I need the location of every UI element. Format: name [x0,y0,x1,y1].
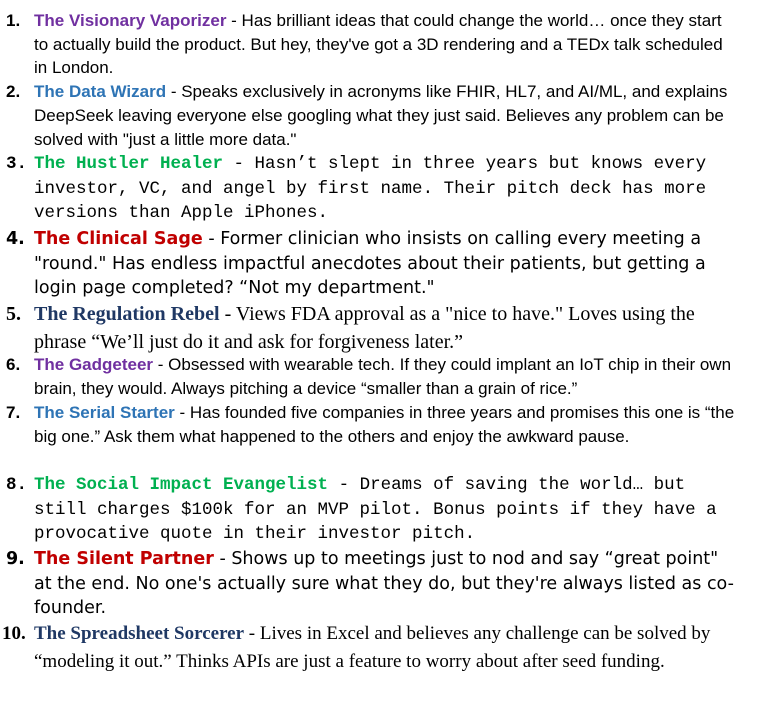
item-text [34,80,739,152]
item-number: 10. [2,623,26,644]
item-title: The Hustler Healer [34,154,224,174]
item-text [34,9,739,80]
item-number: 4. [6,229,25,249]
item-text [34,353,739,400]
item-text [34,473,739,547]
item-number: 3. [6,154,28,174]
item-title: The Spreadsheet Sorcerer [34,623,245,644]
item-number: 9. [6,549,25,569]
item-title: The Visionary Vaporizer [34,11,227,30]
item-number: 7. [6,403,21,422]
item-title: The Data Wizard [34,82,167,101]
item-text [34,227,739,301]
item-description: - Shows up to meetings just to nod and say “great point" at the end. No one's actually sure what they do, but they're always listed as co-founder. [34,549,734,618]
item-number: 5. [6,303,21,325]
item-title: The Regulation Rebel [34,303,220,325]
item-title: The Serial Starter [34,403,175,422]
item-description: - Hasn’t slept in three years but knows every investor, VC, and angel by first name. Their pitch deck has more versions than Apple iPhones. [34,154,707,223]
item-text [34,300,739,356]
item-description: - Lives in Excel and believes any challenge can be solved by “modeling it out.” Thinks APIs are just a feature to worry about after seed funding. [34,623,711,672]
item-number: 1. [6,11,21,30]
item-text [34,401,739,449]
item-number: 8. [6,475,28,495]
item-number: 6. [6,355,21,374]
item-description: - Dreams of saving the world… but still charges $100k for an MVP pilot. Bonus points if they have a provocative quote in their investor pitch. [34,475,717,544]
item-number: 2. [6,82,21,101]
item-text [34,152,739,226]
item-text [34,620,739,676]
item-title: The Gadgeteer [34,355,154,374]
item-title: The Social Impact Evangelist [34,475,329,495]
item-title: The Silent Partner [34,549,214,569]
item-title: The Clinical Sage [34,229,203,249]
item-description: - Has brilliant ideas that could change the world… once they start to actually build the product. But hey, they've got a 3D rendering and a TEDx talk scheduled in London. [34,11,723,77]
item-description: - Former clinician who insists on calling every meeting a "round." Has endless impactful anecdotes about their patients, but getting a login page completed? “Not my department." [34,229,706,298]
item-description: - Views FDA approval as a "nice to have." Loves using the phrase “We’ll just do it and ask for forgiveness later.” [34,303,695,353]
item-description: - Obsessed with wearable tech. If they could implant an IoT chip in their own brain, they would. Always pitching a device “smaller than a grain of rice.” [34,355,732,398]
item-description: - Speaks exclusively in acronyms like FHIR, HL7, and AI/ML, and explains DeepSeek leaving everyone else googling what they just said. Believes any problem can be solved with "just a little more data." [34,82,728,149]
item-text [34,547,739,621]
item-description: - Has founded five companies in three years and promises this one is “the big one.” Ask them what happened to the others and enjoy the awkward pause. [34,403,735,446]
